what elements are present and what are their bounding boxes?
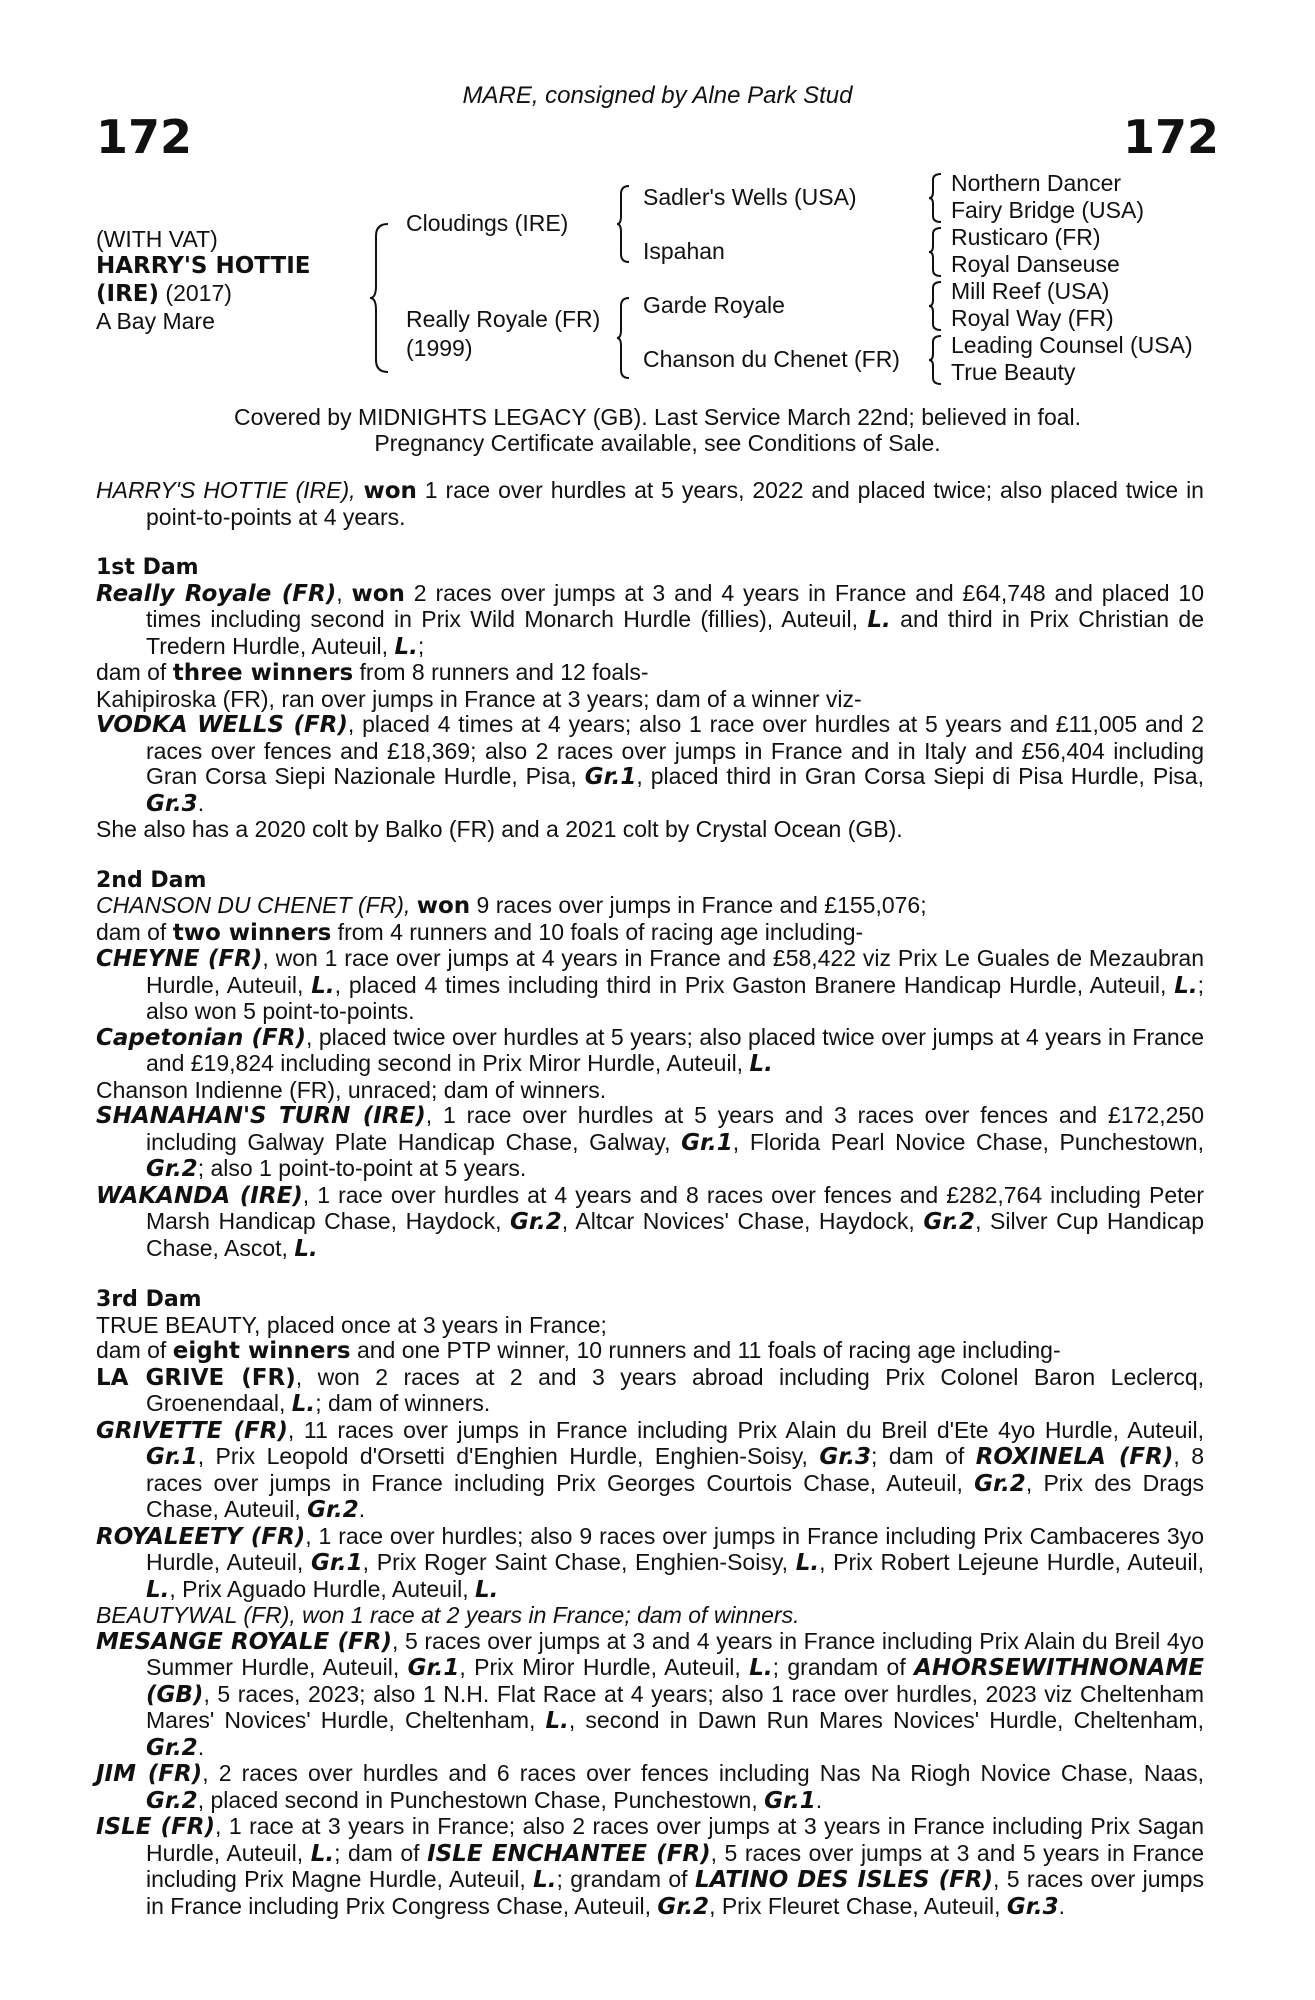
dam1-record: Really Royale (FR), won 2 races over jumps at 3 and 4 years in France and £64,748 and placed 10 times including second in Prix Wild Monarch Hurdle (fillies), Auteuil, L. and third in Prix Christian de Tredern Hurdle, Auteuil, L.; bbox=[96, 579, 1204, 660]
horse-name: HARRY'S HOTTIE bbox=[96, 253, 311, 279]
brace-gen1 bbox=[370, 222, 390, 374]
consigned-by: MARE, consigned by Alne Park Stud bbox=[462, 82, 853, 109]
horse-origin-year: (IRE) (2017) bbox=[96, 280, 232, 307]
capetonian: Capetonian (FR), placed twice over hurdles at 5 years; also placed twice over jumps at 4 years in France and £19,824 including second in Prix Miror Hurdle, Auteuil, L. bbox=[96, 1023, 1204, 1077]
lot-number-left: 172 bbox=[96, 110, 193, 164]
brace-ss bbox=[929, 172, 943, 224]
catalogue-body bbox=[96, 478, 1204, 1920]
ped-dam-year: (1999) bbox=[406, 335, 473, 361]
brace-sd bbox=[929, 226, 943, 278]
beautywal: BEAUTYWAL (FR), won 1 race at 2 years in France; dam of winners. bbox=[96, 1602, 800, 1628]
ped-sdd: Royal Danseuse bbox=[951, 251, 1120, 277]
ped-dsd: Royal Way (FR) bbox=[951, 305, 1114, 331]
chanson-indienne: Chanson Indienne (FR), unraced; dam of winners. bbox=[96, 1076, 607, 1103]
brace-ds bbox=[929, 280, 943, 332]
ped-sire-dam: Ispahan bbox=[643, 238, 725, 264]
horse-description: A Bay Mare bbox=[96, 308, 215, 334]
ped-ssd: Fairy Bridge (USA) bbox=[951, 197, 1144, 223]
dam3-title: 3rd Dam bbox=[96, 1287, 202, 1312]
grivette: GRIVETTE (FR), 11 races over jumps in France including Prix Alain du Breil d'Ete 4yo Hurdle, Auteuil, Gr.1, Prix Leopold d'Orsetti d'Enghien Hurdle, Enghien-Soisy, Gr.3; dam of ROXINELA (FR), 8 races over jumps in France including Prix Georges Courtois Chase, Auteuil, Gr.2, Prix des Drags Chase, Auteuil, Gr.2. bbox=[96, 1416, 1205, 1523]
dam2-title: 2nd Dam bbox=[96, 867, 207, 893]
shanahans-turn: SHANAHAN'S TURN (IRE), 1 race over hurdles at 5 years and 3 races over fences and £172,250 including Galway Plate Handicap Chase, Galway, Gr.1, Florida Pearl Novice Chase, Punchestown, Gr.2; also 1 point-to-point at 5 years. bbox=[96, 1102, 1204, 1182]
ped-ddd: True Beauty bbox=[951, 359, 1076, 385]
ped-dam-dam: Chanson du Chenet (FR) bbox=[643, 346, 900, 372]
royaleety: ROYALEETY (FR), 1 race over hurdles; also 9 races over jumps in France including Prix Cambaceres 3yo Hurdle, Auteuil, Gr.1, Prix Roger Saint Chase, Enghien-Soisy, L., Prix Robert Lejeune Hurdle, Auteuil, L., Prix Aguado Hurdle, Auteuil, L. bbox=[96, 1522, 1205, 1603]
lot-number-right: 172 bbox=[1122, 110, 1219, 164]
vodka-wells: VODKA WELLS (FR), placed 4 times at 4 years; also 1 race over hurdles at 5 years and £11,005 and 2 races over fences and £18,369; also 2 races over jumps in France and in Italy and £56,404 including Gran Corsa Siepi Nazionale Hurdle, Pisa, Gr.1, placed third in Gran Corsa Siepi di Pisa Hurdle, Pisa, Gr.3. bbox=[96, 711, 1204, 817]
ped-sds: Rusticaro (FR) bbox=[951, 224, 1101, 250]
dam1-also: She also has a 2020 colt by Balko (FR) and a 2021 colt by Crystal Ocean (GB). bbox=[96, 816, 903, 842]
la-grive: LA GRIVE (FR), won 2 races at 2 and 3 years abroad including Prix Colonel Baron Leclercq, Groenendaal, L.; dam of winners. bbox=[96, 1363, 1204, 1417]
ped-dam-sire: Garde Royale bbox=[643, 292, 785, 318]
wakanda: WAKANDA (IRE), 1 race over hurdles at 4 years and 8 races over fences and £282,764 including Peter Marsh Handicap Chase, Haydock, Gr.2, Altcar Novices' Chase, Haydock, Gr.2, Silver Cup Handicap Chase, Ascot, L. bbox=[96, 1181, 1204, 1262]
isle: ISLE (FR), 1 race at 3 years in France; also 2 races over jumps at 3 years in France including Prix Sagan Hurdle, Auteuil, L.; dam of ISLE ENCHANTEE (FR), 5 races over jumps at 3 and 5 years in France including Prix Magne Hurdle, Auteuil, L.; grandam of LATINO DES ISLES (FR), 5 races over jumps in France including Prix Congress Chase, Auteuil, Gr.2, Prix Fleuret Chase, Auteuil, Gr.3. bbox=[96, 1813, 1205, 1920]
mesange-royale: MESANGE ROYALE (FR), 5 races over jumps at 3 and 4 years in France including Prix Alain du Breil 4yo Summer Hurdle, Auteuil, Gr.1, Prix Miror Hurdle, Auteuil, L.; grandam of AHORSEWITHNONAME (GB), 5 races, 2023; also 1 N.H. Flat Race at 4 years; also 1 race over hurdles, 2023 viz Cheltenham Mares' Novices' Hurdle, Cheltenham, L., second in Dawn Run Mares Novices' Hurdle, Cheltenham, Gr.2. bbox=[96, 1627, 1204, 1761]
jim: JIM (FR), 2 races over hurdles and 6 races over fences including Nas Na Riogh Novice Chase, Naas, Gr.2, placed second in Punchestown Chase, Punchestown, Gr.1. bbox=[96, 1760, 1204, 1814]
ped-dam: Really Royale (FR) bbox=[406, 306, 601, 332]
ped-dss: Mill Reef (USA) bbox=[951, 278, 1110, 304]
cheyne: CHEYNE (FR), won 1 race over jumps at 4 years in France and £58,422 viz Prix Le Guales de Mezaubran Hurdle, Auteuil, L., placed 4 times including third in Prix Gaston Branere Handicap Hurdle, Auteuil, L.; also won 5 point-to-points. bbox=[96, 945, 1204, 1024]
vat-label: (WITH VAT) bbox=[96, 226, 218, 252]
kahipiroska: Kahipiroska (FR), ran over jumps in France at 3 years; dam of a winner viz- bbox=[96, 685, 862, 712]
covered-note: Covered by MIDNIGHTS LEGACY (GB). Last Service March 22nd; believed in foal. Pregnancy Certificate available, see Conditions of Sale. bbox=[233, 404, 1082, 456]
brace-sire bbox=[617, 184, 631, 264]
dam3-produce: dam of eight winners and one PTP winner, 10 runners and 11 foals of racing age including- bbox=[96, 1337, 1061, 1364]
brace-dam bbox=[617, 296, 631, 380]
dam1-produce: dam of three winners from 8 runners and 12 foals- bbox=[96, 659, 649, 686]
ped-sire-sire: Sadler's Wells (USA) bbox=[643, 184, 857, 210]
ped-sss: Northern Dancer bbox=[951, 170, 1122, 196]
ped-sire: Cloudings (IRE) bbox=[406, 210, 569, 236]
dam2-produce: dam of two winners from 4 runners and 10 foals of racing age including- bbox=[96, 918, 864, 946]
dam1-title: 1st Dam bbox=[96, 555, 199, 580]
dam3-record: TRUE BEAUTY, placed once at 3 years in France; bbox=[96, 1311, 607, 1338]
intro-paragraph: HARRY'S HOTTIE (IRE), won 1 race over hurdles at 5 years, 2022 and placed twice; also placed twice in point-to-points at 4 years. bbox=[96, 477, 1204, 530]
horse-identity bbox=[96, 226, 310, 335]
brace-dd bbox=[929, 334, 943, 386]
dam2-record: CHANSON DU CHENET (FR), won 9 races over jumps in France and £155,076; bbox=[96, 892, 927, 919]
ped-dds: Leading Counsel (USA) bbox=[951, 332, 1193, 358]
